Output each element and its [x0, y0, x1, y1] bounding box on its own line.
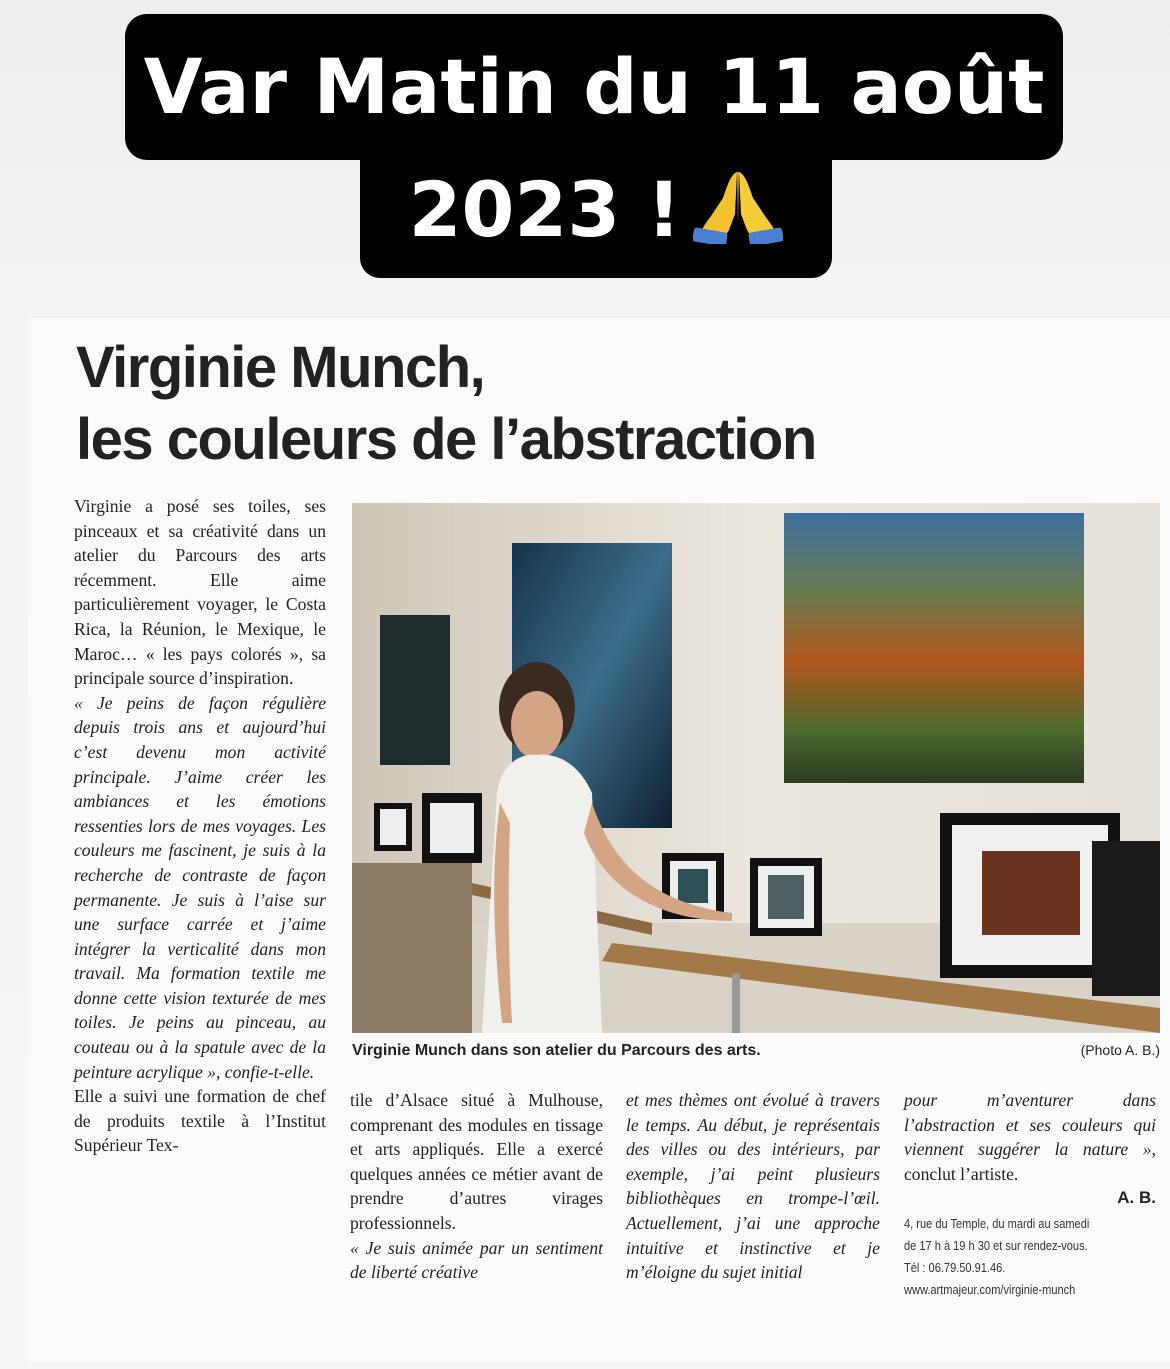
info-phone: Tél : 06.79.50.91.46.: [904, 1259, 1006, 1275]
article-column-4: [904, 1088, 1156, 1301]
info-address: 4, rue du Temple, du mardi au samedi: [904, 1215, 1090, 1231]
article-column-3: [626, 1088, 880, 1285]
practical-info: [904, 1213, 1159, 1301]
article-column-2: [350, 1088, 603, 1285]
col2-paragraph-1: tile d’Alsace situé à Mulhouse, comprenant des modules en tissage et arts appliqués. Elle a exercé quelques années ce métier avant de prendre d’autres virages professionnels.: [350, 1090, 603, 1233]
col2-quote: « Je suis animée par un sentiment de liberté créative: [350, 1237, 603, 1283]
caption-text-2: 2023 !: [408, 165, 682, 254]
info-website: www.artmajeur.com/virginie-munch: [904, 1281, 1076, 1297]
col4-paragraph-1: [904, 1088, 1156, 1186]
headline-line2: les couleurs de l’abstraction: [76, 407, 816, 472]
story-caption-line1: [125, 14, 1063, 160]
photo-credit: (Photo A. B.): [1080, 1042, 1160, 1058]
col1-paragraph-3: Elle a suivi une formation de chef de produits textile à l’Institut Supérieur Tex-: [74, 1086, 326, 1156]
col3-paragraph-1: [626, 1088, 880, 1285]
story-caption-line2: [360, 150, 832, 278]
article-column-1: [74, 494, 326, 1158]
col1-paragraph-2: [74, 691, 326, 1085]
headline-line1: Virginie Munch,: [76, 335, 485, 400]
col2-paragraph-2: [350, 1236, 603, 1285]
newspaper-clipping: [28, 318, 1170, 1363]
folded-hands-icon: [693, 158, 783, 238]
info-hours: de 17 h à 19 h 30 et sur rendez-vous.: [904, 1237, 1088, 1253]
col1-paragraph-1: Virginie a posé ses toiles, ses pinceaux et sa créativité dans un atelier du Parcours des arts récemment. Elle aime particulièrement voyager, le Costa Rica, la Réunion, le Mexique, le Maroc… « les pays colorés », sa principale source d’inspiration.: [74, 496, 326, 689]
author-signature: A. B.: [1117, 1188, 1156, 1208]
photo-caption: [352, 1042, 1160, 1060]
col4-quote: pour m’aventurer dans l’abstraction et ses couleurs qui viennent suggérer la nature »: [904, 1090, 1156, 1160]
col1-quote: « Je peins de façon régulière depuis trois ans et aujourd’hui c’est devenu mon activité principale. J’aime créer les ambiances et les émotions ressenties lors de mes voyages. Les couleurs me fascinent, je suis à la recherche de contraste de façon permanente. Je suis à l’aise sur une surface carrée et j’aime intégrer la verticalité dans mon travail. Ma formation textile me donne cette vision texturée de mes toiles. Je peins au pinceau, au couteau ou à la spatule avec de la peinture acrylique », confie-t-elle.: [74, 692, 326, 1082]
col3-quote: et mes thèmes ont évolué à travers le temps. Au début, je représentais des villes ou des intérieurs, par exemple, j’ai peint plusieurs bibliothèques en trompe-l’œil. Actuellement, j’ai une approche intuitive et instinctive et je m’éloigne du sujet initial: [626, 1090, 880, 1283]
col4-tail: , conclut l’artiste.: [904, 1139, 1156, 1184]
photo-caption-text: Virginie Munch dans son atelier du Parcours des arts.: [352, 1042, 761, 1059]
article-photo: [352, 503, 1160, 1033]
caption-text-1: Var Matin du 11 août: [143, 42, 1045, 131]
